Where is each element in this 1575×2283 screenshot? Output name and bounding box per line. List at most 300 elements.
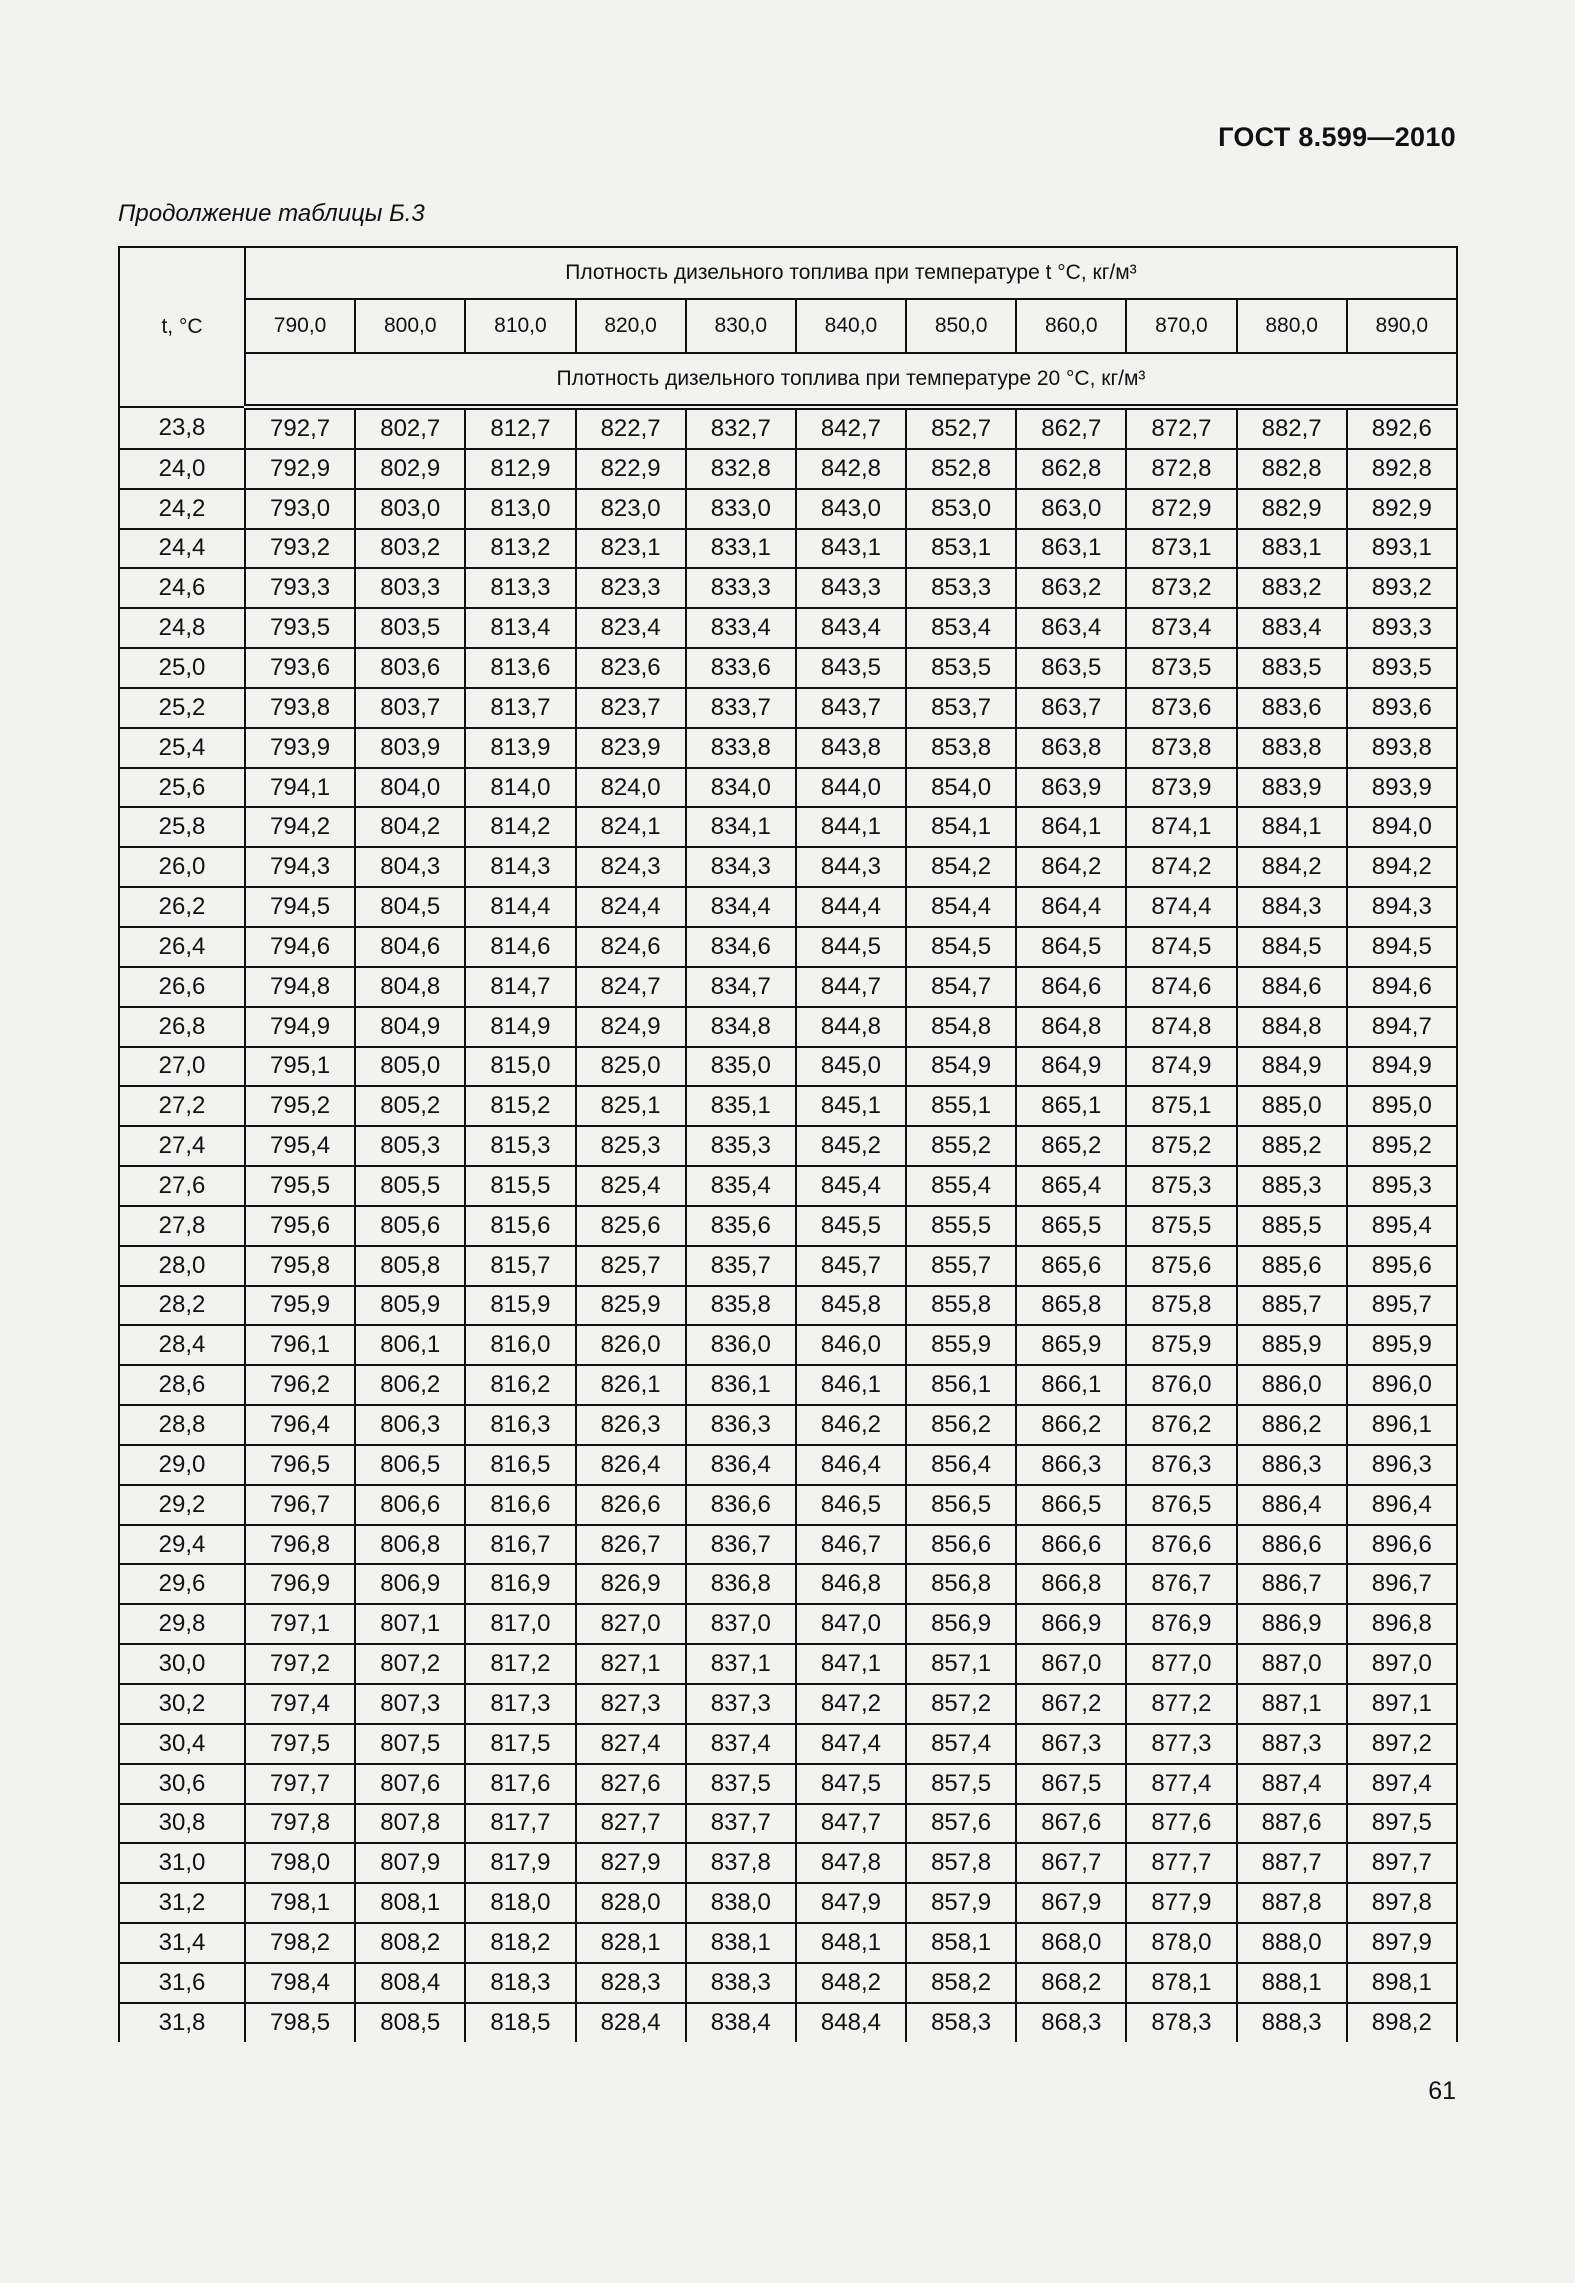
density-cell: 797,4 (245, 1684, 355, 1724)
page-number: 61 (1428, 2077, 1456, 2105)
density-cell: 883,1 (1237, 529, 1347, 569)
table-row (119, 807, 1457, 847)
density-cell: 887,3 (1237, 1724, 1347, 1764)
density-cell: 877,2 (1126, 1684, 1236, 1724)
density-cell: 818,5 (465, 2003, 575, 2042)
density-cell: 854,8 (906, 1007, 1016, 1047)
density-cell: 807,8 (355, 1804, 465, 1844)
density-cell: 844,1 (796, 807, 906, 847)
density-cell: 873,1 (1126, 529, 1236, 569)
density-cell: 877,3 (1126, 1724, 1236, 1764)
density-cell: 825,7 (576, 1246, 686, 1286)
density-cell: 808,5 (355, 2003, 465, 2042)
temperature-cell: 27,2 (119, 1086, 245, 1126)
density-cell: 813,2 (465, 529, 575, 569)
density-cell: 843,0 (796, 489, 906, 529)
table-row (119, 967, 1457, 1007)
temperature-cell: 30,2 (119, 1684, 245, 1724)
density-cell: 813,3 (465, 568, 575, 608)
table-row (119, 1246, 1457, 1286)
density-cell: 836,7 (686, 1525, 796, 1565)
density-cell: 802,9 (355, 449, 465, 489)
density-cell: 844,0 (796, 768, 906, 808)
temperature-cell: 26,4 (119, 927, 245, 967)
density-cell: 797,5 (245, 1724, 355, 1764)
density-cell: 858,2 (906, 1963, 1016, 2003)
table-row (119, 1047, 1457, 1087)
table-row (119, 1604, 1457, 1644)
density-cell: 816,2 (465, 1365, 575, 1405)
density-cell: 798,4 (245, 1963, 355, 2003)
document-code: ГОСТ 8.599—2010 (1218, 122, 1456, 152)
density-cell: 814,2 (465, 807, 575, 847)
density-cell: 838,0 (686, 1883, 796, 1923)
density-cell: 895,6 (1347, 1246, 1457, 1286)
density-cell: 843,8 (796, 728, 906, 768)
density-cell: 885,5 (1237, 1206, 1347, 1246)
density-column-header: 790,0 (245, 299, 355, 353)
density-cell: 855,5 (906, 1206, 1016, 1246)
density-cell: 873,4 (1126, 608, 1236, 648)
table-row (119, 1804, 1457, 1844)
density-column-header: 860,0 (1016, 299, 1126, 353)
density-cell: 853,8 (906, 728, 1016, 768)
density-cell: 883,2 (1237, 568, 1347, 608)
density-cell: 854,4 (906, 887, 1016, 927)
density-cell: 803,5 (355, 608, 465, 648)
density-cell: 867,7 (1016, 1843, 1126, 1883)
density-cell: 886,7 (1237, 1564, 1347, 1604)
table-row (119, 1684, 1457, 1724)
density-cell: 837,5 (686, 1764, 796, 1804)
density-cell: 804,9 (355, 1007, 465, 1047)
density-cell: 893,8 (1347, 728, 1457, 768)
temperature-cell: 31,4 (119, 1923, 245, 1963)
density-cell: 866,8 (1016, 1564, 1126, 1604)
density-cell: 837,8 (686, 1843, 796, 1883)
table-row (119, 1644, 1457, 1684)
density-cell: 834,8 (686, 1007, 796, 1047)
density-cell: 835,3 (686, 1126, 796, 1166)
temperature-cell: 26,2 (119, 887, 245, 927)
density-cell: 867,5 (1016, 1764, 1126, 1804)
density-cell: 806,2 (355, 1365, 465, 1405)
density-cell: 894,9 (1347, 1047, 1457, 1087)
density-cell: 794,6 (245, 927, 355, 967)
density-cell: 796,9 (245, 1564, 355, 1604)
temperature-cell: 28,8 (119, 1405, 245, 1445)
table-row (119, 1764, 1457, 1804)
density-cell: 837,3 (686, 1684, 796, 1724)
density-cell: 822,7 (576, 407, 686, 449)
t-column-header: t, °C (119, 247, 245, 407)
density-cell: 875,5 (1126, 1206, 1236, 1246)
density-cell: 812,7 (465, 407, 575, 449)
density-cell: 803,2 (355, 529, 465, 569)
density-cell: 875,2 (1126, 1126, 1236, 1166)
density-cell: 823,3 (576, 568, 686, 608)
density-cell: 844,3 (796, 847, 906, 887)
density-cell: 844,5 (796, 927, 906, 967)
density-cell: 872,8 (1126, 449, 1236, 489)
temperature-cell: 30,4 (119, 1724, 245, 1764)
density-cell: 845,2 (796, 1126, 906, 1166)
density-cell: 853,3 (906, 568, 1016, 608)
density-cell: 827,1 (576, 1644, 686, 1684)
density-cell: 814,4 (465, 887, 575, 927)
density-cell: 883,4 (1237, 608, 1347, 648)
density-cell: 834,6 (686, 927, 796, 967)
density-cell: 795,5 (245, 1166, 355, 1206)
density-cell: 875,9 (1126, 1325, 1236, 1365)
density-cell: 875,8 (1126, 1286, 1236, 1326)
density-column-header: 880,0 (1237, 299, 1347, 353)
density-cell: 883,8 (1237, 728, 1347, 768)
density-cell: 887,0 (1237, 1644, 1347, 1684)
density-cell: 796,7 (245, 1485, 355, 1525)
density-cell: 814,6 (465, 927, 575, 967)
density-cell: 815,7 (465, 1246, 575, 1286)
density-cell: 876,2 (1126, 1405, 1236, 1445)
density-cell: 838,4 (686, 2003, 796, 2042)
density-cell: 847,0 (796, 1604, 906, 1644)
temperature-cell: 26,8 (119, 1007, 245, 1047)
density-cell: 825,4 (576, 1166, 686, 1206)
density-cell: 826,7 (576, 1525, 686, 1565)
temperature-cell: 24,8 (119, 608, 245, 648)
temperature-cell: 25,6 (119, 768, 245, 808)
density-cell: 892,6 (1347, 407, 1457, 449)
density-cell: 842,8 (796, 449, 906, 489)
density-cell: 813,9 (465, 728, 575, 768)
density-cell: 804,5 (355, 887, 465, 927)
density-cell: 817,5 (465, 1724, 575, 1764)
temperature-cell: 30,8 (119, 1804, 245, 1844)
density-cell: 894,0 (1347, 807, 1457, 847)
density-cell: 857,9 (906, 1883, 1016, 1923)
density-cell: 822,9 (576, 449, 686, 489)
bottom-header: Плотность дизельного топлива при температуре 20 °C, кг/м³ (245, 353, 1457, 407)
density-column-header: 890,0 (1347, 299, 1457, 353)
density-cell: 795,1 (245, 1047, 355, 1087)
density-cell: 843,1 (796, 529, 906, 569)
density-cell: 897,2 (1347, 1724, 1457, 1764)
density-cell: 854,9 (906, 1047, 1016, 1087)
density-cell: 825,3 (576, 1126, 686, 1166)
density-cell: 837,0 (686, 1604, 796, 1644)
density-cell: 808,4 (355, 1963, 465, 2003)
density-cell: 856,1 (906, 1365, 1016, 1405)
density-cell: 824,1 (576, 807, 686, 847)
density-cell: 846,8 (796, 1564, 906, 1604)
density-cell: 794,5 (245, 887, 355, 927)
density-cell: 825,6 (576, 1206, 686, 1246)
density-cell: 807,5 (355, 1724, 465, 1764)
density-cell: 828,1 (576, 1923, 686, 1963)
density-cell: 803,7 (355, 688, 465, 728)
density-cell: 834,4 (686, 887, 796, 927)
density-cell: 806,9 (355, 1564, 465, 1604)
density-cell: 823,6 (576, 648, 686, 688)
density-cell: 805,9 (355, 1286, 465, 1326)
density-cell: 813,0 (465, 489, 575, 529)
density-cell: 815,5 (465, 1166, 575, 1206)
density-cell: 855,1 (906, 1086, 1016, 1126)
density-cell: 835,0 (686, 1047, 796, 1087)
density-cell: 833,4 (686, 608, 796, 648)
density-cell: 802,7 (355, 407, 465, 449)
density-cell: 806,6 (355, 1485, 465, 1525)
density-cell: 894,5 (1347, 927, 1457, 967)
density-cell: 865,1 (1016, 1086, 1126, 1126)
density-cell: 854,5 (906, 927, 1016, 967)
density-cell: 893,9 (1347, 768, 1457, 808)
density-cell: 854,0 (906, 768, 1016, 808)
density-cell: 826,3 (576, 1405, 686, 1445)
density-cell: 817,9 (465, 1843, 575, 1883)
density-cell: 813,6 (465, 648, 575, 688)
density-cell: 886,2 (1237, 1405, 1347, 1445)
density-cell: 884,1 (1237, 807, 1347, 847)
table-row (119, 1007, 1457, 1047)
density-cell: 883,5 (1237, 648, 1347, 688)
density-cell: 892,8 (1347, 449, 1457, 489)
density-cell: 848,2 (796, 1963, 906, 2003)
density-cell: 807,2 (355, 1644, 465, 1684)
density-cell: 796,2 (245, 1365, 355, 1405)
density-cell: 855,7 (906, 1246, 1016, 1286)
density-cell: 844,4 (796, 887, 906, 927)
density-cell: 876,0 (1126, 1365, 1236, 1405)
density-table (118, 246, 1456, 2042)
table-row (119, 1086, 1457, 1126)
density-cell: 816,3 (465, 1405, 575, 1445)
temperature-cell: 28,2 (119, 1286, 245, 1326)
density-cell: 828,4 (576, 2003, 686, 2042)
table-row (119, 608, 1457, 648)
density-cell: 875,3 (1126, 1166, 1236, 1206)
density-cell: 815,9 (465, 1286, 575, 1326)
density-cell: 814,9 (465, 1007, 575, 1047)
density-cell: 823,1 (576, 529, 686, 569)
temperature-cell: 29,4 (119, 1525, 245, 1565)
density-cell: 846,1 (796, 1365, 906, 1405)
density-cell: 894,3 (1347, 887, 1457, 927)
density-cell: 898,2 (1347, 2003, 1457, 2042)
temperature-cell: 23,8 (119, 407, 245, 449)
density-cell: 805,2 (355, 1086, 465, 1126)
density-cell: 894,2 (1347, 847, 1457, 887)
density-cell: 855,8 (906, 1286, 1016, 1326)
temperature-cell: 29,8 (119, 1604, 245, 1644)
density-cell: 876,6 (1126, 1525, 1236, 1565)
temperature-cell: 31,8 (119, 2003, 245, 2042)
density-cell: 832,7 (686, 407, 796, 449)
density-cell: 846,0 (796, 1325, 906, 1365)
density-cell: 886,3 (1237, 1445, 1347, 1485)
density-cell: 868,2 (1016, 1963, 1126, 2003)
density-cell: 834,0 (686, 768, 796, 808)
density-cell: 827,7 (576, 1804, 686, 1844)
density-cell: 867,6 (1016, 1804, 1126, 1844)
density-cell: 827,0 (576, 1604, 686, 1644)
density-cell: 835,4 (686, 1166, 796, 1206)
temperature-cell: 28,4 (119, 1325, 245, 1365)
density-cell: 865,5 (1016, 1206, 1126, 1246)
density-cell: 888,1 (1237, 1963, 1347, 2003)
density-cell: 855,2 (906, 1126, 1016, 1166)
density-cell: 885,6 (1237, 1246, 1347, 1286)
density-cell: 853,4 (906, 608, 1016, 648)
density-cell: 848,1 (796, 1923, 906, 1963)
density-cell: 853,5 (906, 648, 1016, 688)
density-cell: 896,4 (1347, 1485, 1457, 1525)
density-cell: 813,7 (465, 688, 575, 728)
temperature-cell: 31,2 (119, 1883, 245, 1923)
density-cell: 844,7 (796, 967, 906, 1007)
density-cell: 836,3 (686, 1405, 796, 1445)
density-cell: 883,6 (1237, 688, 1347, 728)
density-cell: 858,1 (906, 1923, 1016, 1963)
density-cell: 845,7 (796, 1246, 906, 1286)
table-row (119, 1923, 1457, 1963)
density-cell: 826,0 (576, 1325, 686, 1365)
density-cell: 806,5 (355, 1445, 465, 1485)
density-cell: 886,9 (1237, 1604, 1347, 1644)
density-cell: 897,0 (1347, 1644, 1457, 1684)
density-cell: 796,4 (245, 1405, 355, 1445)
density-cell: 825,9 (576, 1286, 686, 1326)
density-cell: 794,9 (245, 1007, 355, 1047)
density-cell: 867,3 (1016, 1724, 1126, 1764)
density-cell: 893,1 (1347, 529, 1457, 569)
density-cell: 865,2 (1016, 1126, 1126, 1166)
table-row (119, 529, 1457, 569)
density-cell: 896,0 (1347, 1365, 1457, 1405)
density-cell: 843,4 (796, 608, 906, 648)
density-cell: 856,8 (906, 1564, 1016, 1604)
density-cell: 836,6 (686, 1485, 796, 1525)
density-cell: 852,8 (906, 449, 1016, 489)
density-cell: 833,0 (686, 489, 796, 529)
density-cell: 847,8 (796, 1843, 906, 1883)
density-cell: 815,6 (465, 1206, 575, 1246)
density-cell: 867,9 (1016, 1883, 1126, 1923)
table-row (119, 1445, 1457, 1485)
table-row (119, 407, 1457, 449)
density-cell: 847,9 (796, 1883, 906, 1923)
density-cell: 863,7 (1016, 688, 1126, 728)
density-cell: 882,8 (1237, 449, 1347, 489)
density-column-header: 830,0 (686, 299, 796, 353)
density-cell: 847,7 (796, 1804, 906, 1844)
density-cell: 805,5 (355, 1166, 465, 1206)
density-cell: 797,8 (245, 1804, 355, 1844)
table-row (119, 887, 1457, 927)
table-row (119, 728, 1457, 768)
density-cell: 833,1 (686, 529, 796, 569)
density-cell: 816,6 (465, 1485, 575, 1525)
density-cell: 835,7 (686, 1246, 796, 1286)
temperature-cell: 25,0 (119, 648, 245, 688)
density-cell: 864,6 (1016, 967, 1126, 1007)
density-cell: 817,6 (465, 1764, 575, 1804)
density-cell: 895,9 (1347, 1325, 1457, 1365)
density-cell: 893,6 (1347, 688, 1457, 728)
density-cell: 792,9 (245, 449, 355, 489)
density-cell: 865,4 (1016, 1166, 1126, 1206)
density-cell: 812,9 (465, 449, 575, 489)
density-cell: 857,2 (906, 1684, 1016, 1724)
density-cell: 833,8 (686, 728, 796, 768)
density-cell: 887,6 (1237, 1804, 1347, 1844)
density-cell: 864,4 (1016, 887, 1126, 927)
density-column-header: 800,0 (355, 299, 465, 353)
density-cell: 803,6 (355, 648, 465, 688)
density-cell: 883,9 (1237, 768, 1347, 808)
density-cell: 796,8 (245, 1525, 355, 1565)
density-column-header: 810,0 (465, 299, 575, 353)
density-cell: 838,1 (686, 1923, 796, 1963)
density-cell: 877,6 (1126, 1804, 1236, 1844)
density-cell: 827,6 (576, 1764, 686, 1804)
density-cell: 847,4 (796, 1724, 906, 1764)
density-cell: 877,7 (1126, 1843, 1236, 1883)
density-cell: 816,7 (465, 1525, 575, 1565)
density-cell: 793,6 (245, 648, 355, 688)
density-cell: 875,1 (1126, 1086, 1236, 1126)
density-cell: 884,9 (1237, 1047, 1347, 1087)
density-cell: 863,2 (1016, 568, 1126, 608)
density-cell: 877,0 (1126, 1644, 1236, 1684)
table-row (119, 1883, 1457, 1923)
density-cell: 895,7 (1347, 1286, 1457, 1326)
density-cell: 895,4 (1347, 1206, 1457, 1246)
density-cell: 873,2 (1126, 568, 1236, 608)
density-column-header: 840,0 (796, 299, 906, 353)
density-cell: 846,4 (796, 1445, 906, 1485)
table-row (119, 489, 1457, 529)
density-cell: 838,3 (686, 1963, 796, 2003)
density-cell: 887,1 (1237, 1684, 1347, 1724)
density-cell: 885,2 (1237, 1126, 1347, 1166)
density-cell: 865,6 (1016, 1246, 1126, 1286)
density-cell: 837,4 (686, 1724, 796, 1764)
density-cell: 798,1 (245, 1883, 355, 1923)
density-cell: 828,0 (576, 1883, 686, 1923)
density-cell: 855,9 (906, 1325, 1016, 1365)
temperature-cell: 30,0 (119, 1644, 245, 1684)
density-cell: 867,2 (1016, 1684, 1126, 1724)
density-cell: 887,7 (1237, 1843, 1347, 1883)
density-cell: 835,1 (686, 1086, 796, 1126)
density-cell: 833,3 (686, 568, 796, 608)
density-cell: 824,3 (576, 847, 686, 887)
density-cell: 826,4 (576, 1445, 686, 1485)
density-cell: 895,2 (1347, 1126, 1457, 1166)
density-cell: 884,2 (1237, 847, 1347, 887)
density-cell: 886,6 (1237, 1525, 1347, 1565)
density-cell: 845,0 (796, 1047, 906, 1087)
density-cell: 853,1 (906, 529, 1016, 569)
density-cell: 797,7 (245, 1764, 355, 1804)
table-row (119, 1206, 1457, 1246)
density-cell: 847,5 (796, 1764, 906, 1804)
density-cell: 864,9 (1016, 1047, 1126, 1087)
density-cell: 897,1 (1347, 1684, 1457, 1724)
density-cell: 805,0 (355, 1047, 465, 1087)
density-cell: 814,7 (465, 967, 575, 1007)
